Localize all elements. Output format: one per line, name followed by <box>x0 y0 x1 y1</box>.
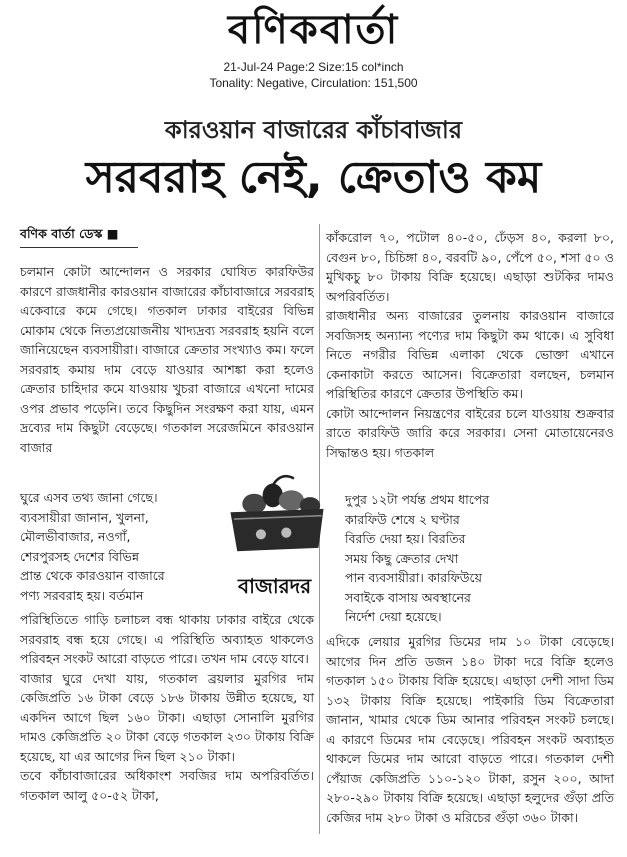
left-wrap-line: মৌলভীবাজার, নওগাঁ, <box>20 529 131 544</box>
right-wrap-line: বিরতি দেয়া হয়। বিরতির <box>345 531 466 546</box>
right-wrap-line: সময় কিছু ক্রেতার দেখা <box>345 550 459 566</box>
right-wrap-line: পান ব্যবসায়ীরা। কারফিউয়ে <box>345 570 482 585</box>
basket-stud <box>281 528 291 538</box>
vegetable-stem <box>273 476 294 485</box>
right-paragraph: রাজধানীর অন্য বাজারের তুলনায় কারওয়ান বাজারে সবজিসহ অন্যান্য পণ্যের দাম কিছুটা কম থাকে। এ সুবিধা নিতে নগরীর বিভিন্ন এলাকা থেকে ভোক্তা এখানে কেনাকাটা করতে আসেন। বিক্রেতারা বলছেন, চলমান পরিস্থিতির কারণে ক্রেতার উপস্থিতি কম। <box>326 308 614 401</box>
left-wrap-block <box>20 488 210 605</box>
left-wrap-line: ব্যবসায়ীরা জানান, খুলনা, <box>20 509 149 525</box>
left-wrap-line: প্রান্ত থেকে কারওয়ান বাজারে <box>20 568 165 583</box>
vegetable-shape <box>242 494 266 514</box>
left-paragraph: চলমান কোটা আন্দোলন ও সরকার ঘোষিত কারফিউর কারণে রাজধানীর কারওয়ান বাজারের কাঁচাবাজারে সরবরাহ একেবারে কমে গেছে। গতকাল ঢাকার বাইরের বিভিন্ন মোকাম থেকে নিত্যপ্রয়োজনীয় খাদ্যদ্রব্য সরবরাহ হয়নি বলে জানিয়েছেন ব্যবসায়ীরা। বাজারে ক্রেতার সংখ্যাও কম। ফলে সরবরাহ কমায় দাম বেড়ে যাওয়ার আশঙ্কা করা হলেও ক্রেতার চাহিদার কমে যাওয়ায় খুচরা বাজারে এখনো দামের ওপর প্রভাব পড়েনি। তবে কিছুদিন সংরক্ষণ করা যায়, এমন দ্রব্যের দাম কিছুটা বেড়েছে। গতকাল সরেজমিনে কারওয়ান বাজার <box>20 264 314 455</box>
left-wrap-line: শেরপুরসহ দেশের বিভিন্ন <box>20 548 139 564</box>
clipping-meta-tonality: Tonality: Negative, Circulation: 151,500 <box>209 76 418 90</box>
right-wrap-line: সবাইকে বাসায় অবস্থানের <box>345 589 471 605</box>
right-column-body <box>326 228 614 488</box>
right-wrap-line: দুপুর ১২টা পর্যন্ত প্রথম ধাপের <box>345 492 490 507</box>
newspaper-logo: বণিকবার্তা <box>227 7 400 53</box>
article-kicker: কারওয়ান বাজারের কাঁচাবাজার <box>164 116 463 144</box>
right-column-rest <box>326 632 614 827</box>
right-wrap-block <box>345 490 614 627</box>
illustration-label: বাজারদর <box>232 572 317 605</box>
article-headline: সরবরাহ নেই, ক্রেতাও কম <box>85 152 542 203</box>
basket-stud <box>256 529 266 539</box>
article-byline: বণিক বার্তা ডেস্ক ■ <box>20 226 119 241</box>
right-wrap-line: নির্দেশ দেয়া হয়েছে। <box>345 609 442 624</box>
right-paragraph: এদিকে লেয়ার মুরগির ডিমের দাম ১০ টাকা বেড়েছে। আগের দিন প্রতি ডজন ১৪০ টাকা দরে বিক্রি হলেও গতকাল ১৫০ টাকায় বিক্রি হয়েছে। এছাড়া দেশী সাদা ডিম ১৩২ টাকায় বিক্রি হয়েছে। পাইকারি ডিম বিক্রেতারা জানান, খামার থেকে ডিম আনার পরিবহন সংকট চলছে। এ কারণে ডিমের দাম বেড়েছে। পরিবহন সংকট অব্যাহত থাকলে ডিমের দাম আরো বাড়তে পারে। গতকাল দেশী পেঁয়াজ কেজিপ্রতি ১১০-১২০ টাকা, রসুন ২০০, আদা ২৮০-২৯০ টাকায় বিক্রি হয়েছে। এছাড়া হলুদের গুঁড়া প্রতি কেজির দাম ২৮০ টাকা ও মরিচের গুঁড়া ৩৬০ টাকা। <box>326 634 614 825</box>
vegetable-basket-illustration <box>212 470 342 580</box>
left-paragraph: তবে কাঁচাবাজারের অধিকাংশ সবজির দাম অপরিবর্তিত। গতকাল আলু ৫০-৫২ টাকা, <box>20 768 314 803</box>
left-column-body <box>20 262 314 488</box>
left-column-rest <box>20 610 314 805</box>
left-wrap-line: ঘুরে এসব তথ্য জানা গেছে। <box>20 490 158 505</box>
masthead <box>0 6 627 54</box>
right-wrap-line: কারফিউ শেষে ২ ঘণ্টার <box>345 511 460 527</box>
clipping-meta-page-size: 21-Jul-24 Page:2 Size:15 col*inch <box>223 60 404 74</box>
left-wrap-line: পণ্য সরবরাহ হয়। বর্তমান <box>20 587 144 603</box>
right-paragraph: কাঁকরোল ৭০, পটোল ৪০-৫০, ঢেঁড়স ৪০, করলা ৮০, বেগুন ৮০, চিচিঙ্গা ৪০, বরবটি ৯০, পেঁপে ৫০, শসা ৫০ ও মুখিকচু ৮০ টাকায় বিক্রি হয়েছে। এছাড়া শুটকির দামও অপরিবর্তিত। <box>326 230 614 304</box>
basket-body <box>230 509 323 551</box>
byline-divider <box>20 247 138 248</box>
right-paragraph: কোটা আন্দোলন নিয়ন্ত্রণের বাইরের চলে যাওয়ায় শুক্রবার রাতে কারফিউ জারি করে সরকার। সেনা মোতায়েনেরও সিদ্ধান্তও হয়। গতকাল <box>326 405 614 460</box>
left-paragraph: পরিস্থিতিতে গাড়ি চলাচল বন্ধ থাকায় ঢাকার বাইরে থেকে সরবরাহ বন্ধ হয়ে গেছে। এ পরিস্থিতি অব্যাহত থাকলেও পরিবহন সংকট আরো বাড়তে পারে। তখন দাম বেড়ে যাবে। <box>20 612 314 666</box>
left-paragraph: বাজার ঘুরে দেখা যায়, গতকাল ব্রয়লার মুরগির দাম কেজিপ্রতি ১৬ টাকা বেড়ে ১৮৬ টাকায় উন্নীত হয়েছে, যা একদিন আগে ছিল ১৬০ টাকা। এছাড়া সোনালি মুরগির দামও কেজিপ্রতি ২০ টাকা বেড়ে গতকাল ২৩০ টাকায় বিক্রি হয়েছে, যা এর আগের দিন ছিল ২১০ টাকা। <box>20 670 314 764</box>
